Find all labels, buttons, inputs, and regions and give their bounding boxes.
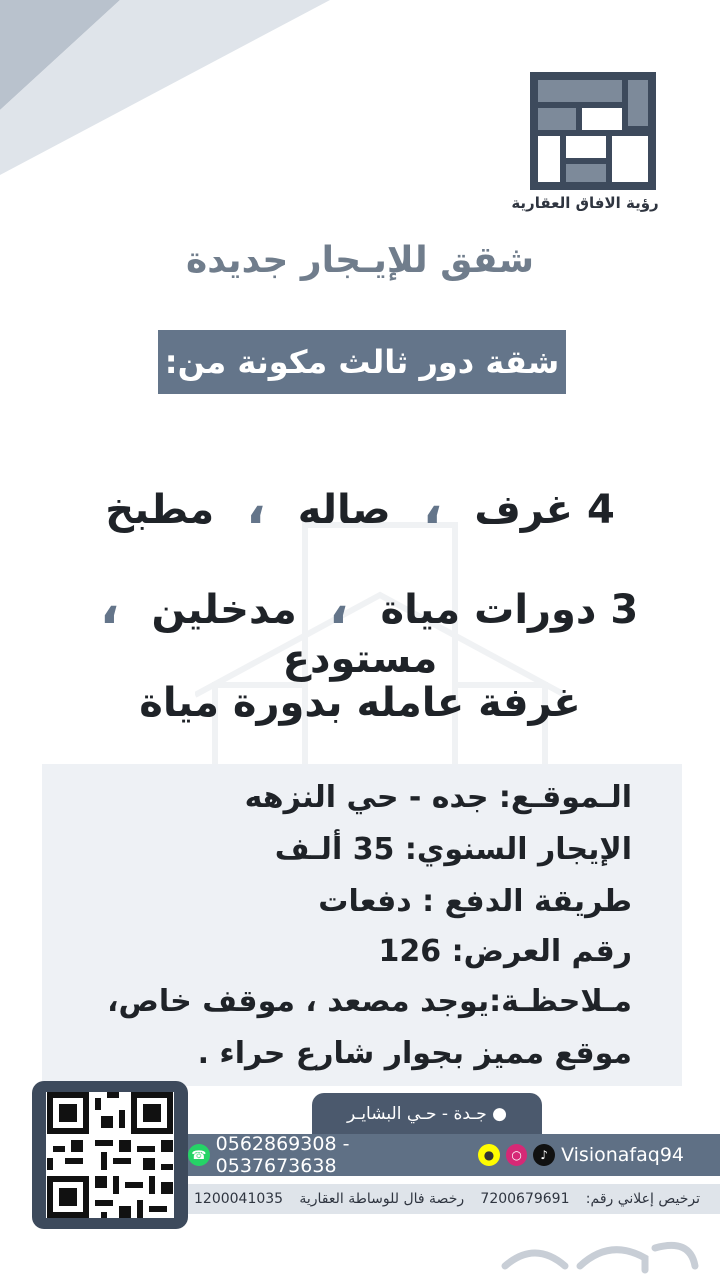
details-panel — [42, 764, 682, 1086]
corner-decoration — [0, 0, 360, 200]
whatsapp-icon[interactable]: ☎ — [188, 1144, 210, 1166]
rent-detail: الإيجار السنوي: 35 ألـف — [274, 832, 632, 867]
snapchat-icon[interactable]: ● — [478, 1144, 500, 1166]
offer-number: رقم العرض: 126 — [378, 934, 632, 969]
separator-comma: ، — [328, 576, 349, 636]
feature-entrances: مدخلين — [151, 587, 297, 633]
company-logo — [530, 72, 656, 190]
separator-comma: ، — [422, 476, 443, 536]
feature-bathrooms: 3 دورات مياة — [380, 587, 639, 633]
fal-license-number: 1200041035 — [194, 1191, 284, 1207]
page-title: شقق للإيـجار جديدة — [186, 240, 534, 281]
note-line-2: موقع مميز بجوار شارع حراء . — [197, 1036, 632, 1071]
features-row-2 — [0, 576, 720, 682]
qr-code-icon[interactable] — [46, 1092, 174, 1218]
feature-kitchen: مطبخ — [105, 487, 215, 533]
instagram-icon[interactable]: ○ — [506, 1144, 528, 1166]
location-pin-icon: ● — [492, 1104, 508, 1124]
contact-bar — [188, 1134, 720, 1176]
feature-storage: مستودع — [282, 636, 438, 682]
features-row-1 — [0, 476, 720, 536]
note-line-1: مـلاحظـة:يوجد مصعد ، موقف خاص، — [107, 984, 632, 1019]
separator-comma: ، — [246, 476, 266, 536]
ad-license-number: 7200679691 — [480, 1191, 570, 1207]
feature-maid-room: غرفة عامله بدورة مياة — [139, 680, 581, 726]
phone-numbers[interactable]: 0562869308 - 0537673638 — [215, 1133, 350, 1177]
apartment-banner: شقة دور ثالث مكونة من: — [158, 330, 566, 394]
separator-comma: ، — [99, 576, 120, 636]
payment-detail: طريقة الدفع : دفعات — [318, 884, 632, 919]
ad-license-label: ترخيص إعلاني رقم: — [585, 1191, 700, 1207]
fal-license-label: رخصة فال للوساطة العقارية — [299, 1191, 465, 1207]
social-handle[interactable]: Visionafaq94 — [561, 1144, 684, 1166]
branch-location — [312, 1093, 542, 1135]
feature-hall: صاله — [297, 487, 391, 533]
branch-label: جـدة - حـي البشايـر — [346, 1104, 487, 1124]
logo-caption: رؤية الافاق العقارية — [511, 194, 659, 212]
haraj-watermark-icon — [495, 1228, 705, 1278]
location-detail: الـموقـع: جده - حي النزهه — [244, 780, 632, 815]
feature-rooms: 4 غرف — [474, 487, 615, 533]
tiktok-icon[interactable]: ♪ — [533, 1144, 555, 1166]
license-bar — [188, 1184, 720, 1214]
